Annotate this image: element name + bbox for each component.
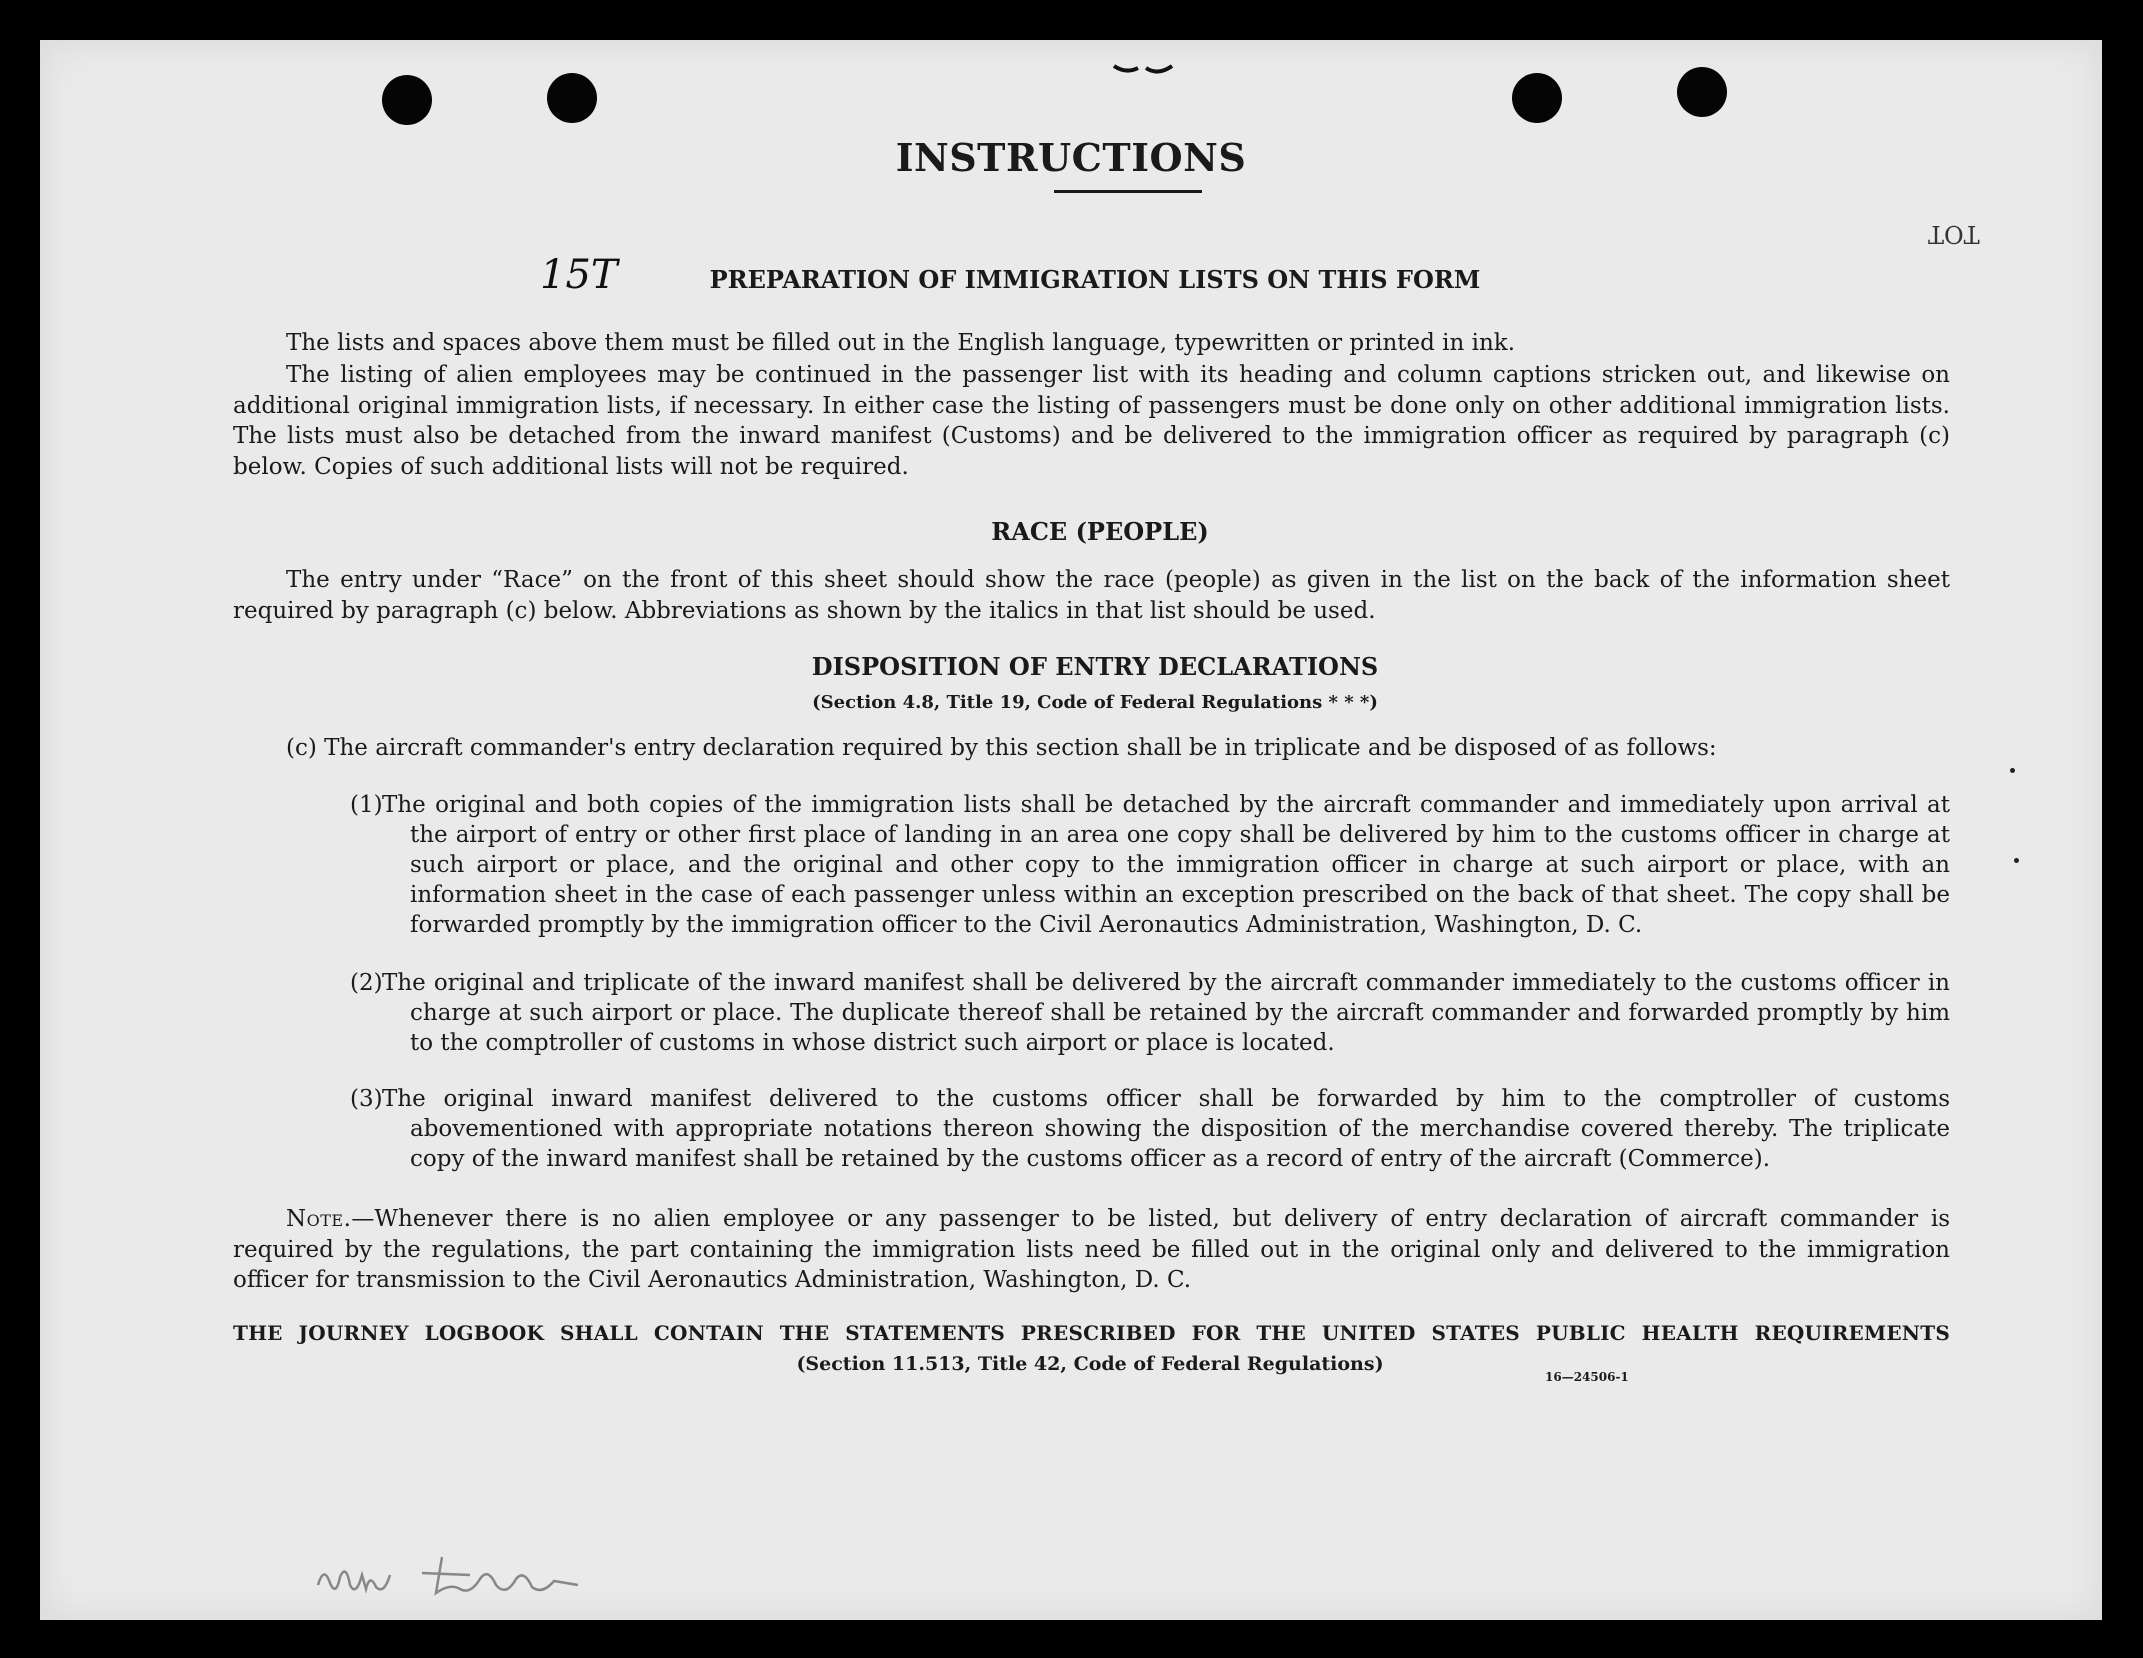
form-number: 16—24506-1 xyxy=(1545,1370,1629,1384)
document-page xyxy=(40,40,2102,1620)
disposition-heading: DISPOSITION OF ENTRY DECLARATIONS xyxy=(811,652,1379,681)
signature xyxy=(310,1545,610,1615)
punch-hole-4 xyxy=(1677,67,1727,117)
note-paragraph xyxy=(233,1204,1950,1296)
pen-mark xyxy=(1112,60,1174,80)
item-text: The original and both copies of the immigration lists shall be detached by the aircraft commander and immediately upon arrival at the airport of entry or other first place of landing in an area one copy shall be delivered by him to the customs officer in charge at such airport or place, and the original and other copy to the immigration officer in charge at such airport or place, with an information sheet in the case of each passenger unless within an exception prescribed on the back of that sheet. The copy shall be forwarded promptly by the immigration officer to the Civil Aeronautics Administration, Washington, D. C. xyxy=(382,792,1950,938)
item-number: (1) xyxy=(350,792,383,818)
logbook-citation: (Section 11.513, Title 42, Code of Federal Regulations) xyxy=(796,1353,1384,1375)
preparation-para-2-text: The listing of alien employees may be continued in the passenger list with its heading and column captions stricken out, and likewise on additional original immigration lists, if necessary. In either case the listing of passengers must be done only on other additional immigration lists. The lists must also be detached from the inward manifest (Customs) and be delivered to the immigration officer as required by paragraph (c) below. Copies of such additional lists will not be required. xyxy=(233,362,1950,480)
preparation-heading: PREPARATION OF IMMIGRATION LISTS ON THIS FORM xyxy=(709,265,1481,294)
disposition-item-2 xyxy=(350,968,1950,1058)
edge-text: TOT xyxy=(1928,220,1980,248)
item-number: (2) xyxy=(350,970,383,996)
logbook-statement: THE JOURNEY LOGBOOK SHALL CONTAIN THE STATEMENTS PRESCRIBED FOR THE UNITED STATES PUBLIC HEALTH REQUIREMENTS xyxy=(233,1321,1950,1345)
punch-hole-2 xyxy=(547,73,597,123)
item-number: (3) xyxy=(350,1086,383,1112)
handwritten-number: 15T xyxy=(540,252,618,298)
preparation-para-2 xyxy=(233,360,1950,482)
title-underline xyxy=(1054,190,1202,193)
disposition-intro: (c) The aircraft commander's entry declaration required by this section shall be in triplicate and be disposed of as follows: xyxy=(286,735,1717,761)
disposition-item-3 xyxy=(350,1084,1950,1174)
disposition-item-1 xyxy=(350,790,1950,940)
race-para xyxy=(233,565,1950,626)
item-text: The original and triplicate of the inward manifest shall be delivered by the aircraft commander immediately to the customs officer in charge at such airport or place. The duplicate thereof shall be retained by the aircraft commander and forwarded promptly by him to the comptroller of customs in whose district such airport or place is located. xyxy=(382,970,1950,1056)
stray-dot xyxy=(2010,768,2015,773)
note-text: —Whenever there is no alien employee or any passenger to be listed, but delivery of entry declaration of aircraft commander is required by the regulations, the part containing the immigration lists need be filled out in the original only and delivered to the immigration officer for transmission to the Civil Aeronautics Administration, Washington, D. C. xyxy=(233,1206,1950,1293)
stray-dot xyxy=(2014,858,2019,863)
note-label: Note. xyxy=(286,1206,352,1232)
race-para-text: The entry under “Race” on the front of this sheet should show the race (people) as given in the list on the back of the information sheet required by paragraph (c) below. Abbreviations as shown by the italics in that list should be used. xyxy=(233,567,1950,624)
page-title: INSTRUCTIONS xyxy=(895,135,1247,180)
preparation-para-1: The lists and spaces above them must be filled out in the English language, typewritten or printed in ink. xyxy=(286,330,1516,356)
race-heading: RACE (PEOPLE) xyxy=(991,517,1209,546)
item-text: The original inward manifest delivered to the customs officer shall be forwarded by him to the comptroller of customs abovementioned with appropriate notations thereon showing the disposition of the merchandise covered thereby. The triplicate copy of the inward manifest shall be retained by the customs officer as a record of entry of the aircraft (Commerce). xyxy=(382,1086,1950,1172)
punch-hole-3 xyxy=(1512,73,1562,123)
disposition-citation: (Section 4.8, Title 19, Code of Federal Regulations * * *) xyxy=(812,692,1378,713)
punch-hole-1 xyxy=(382,75,432,125)
